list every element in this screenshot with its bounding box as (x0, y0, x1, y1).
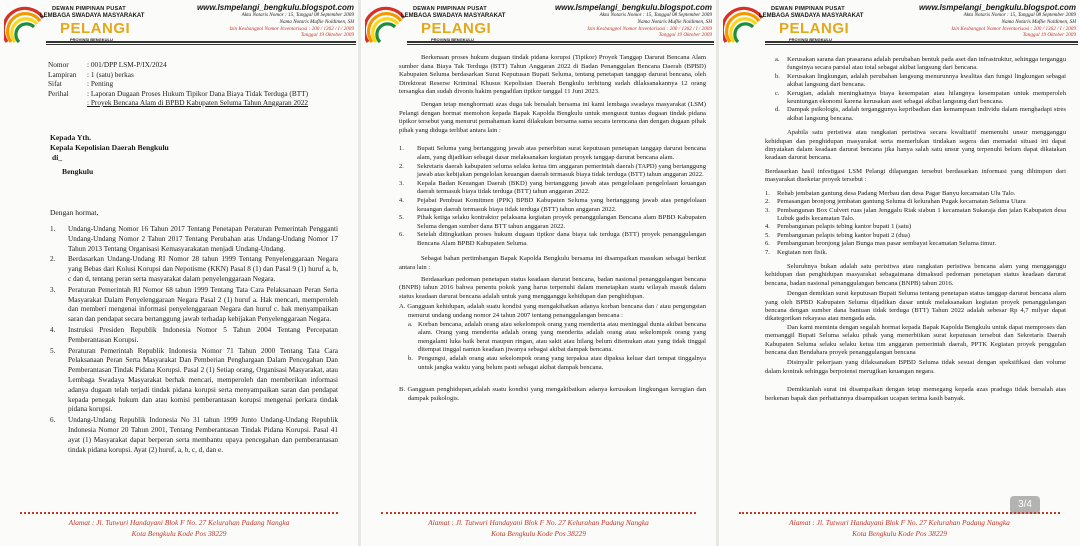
org-brand: PELANGI (421, 20, 492, 37)
org-line-1: DEWAN PIMPINAN PUSAT (52, 6, 126, 12)
page-3-body (765, 56, 1066, 403)
list-item: 1. Undang-Undang Nomor 16 Tahun 2017 Tentang Penetapan Peraturan Pemerintah Pengganti Undang-Undang Nomor 2 Tahun 2017 Tentang Perubahan atas Undang-Undang Nomor 17 Tahun 2013 Tentang Organisasi Kemasyarakatan menjadi Undang-Undang. (50, 225, 338, 253)
letterhead-rule (765, 41, 1078, 45)
list-item: 1. Bupati Seluma yang bertanggung jawab atas penerbitan surat keputusan penetapan tanggap darurat bencana alam, yang dijadikan sebagai dasar melaksanakan kegiatan proyek tanggap darurat bencana alam. (399, 145, 706, 161)
recipient-block: Kepada Yth. Kepala Kepolisian Daerah Bengkulu di_ Bengkulu (50, 133, 169, 176)
org-province: PROVINSI BENGKULU (789, 37, 832, 42)
sub-heading-a: A. Gangguan kehidupan, adalah suatu kondisi yang mengakibatkan adanya korban bencana dan / atau pengungsian menurut undang undang nomor 24 tahun 2007 tentang penanggulangan bencana : (399, 303, 706, 320)
letter-meta (48, 60, 353, 108)
sub-a-list (399, 321, 706, 373)
reg-line-4: Tanggal 19 Oktober 2009 (300, 32, 354, 38)
list-item: c. Kerugian, adalah meningkatnya biaya kesempatan atau hilangnya kesempatan untuk memperoleh keuntungan ekonomi karena kerusakan aset sebagai akibat langsung dari bencana. (775, 89, 1066, 106)
list-item: 5. Pembangunan pelapis tebing kantor bupati 2 (dua) (765, 231, 910, 239)
reg-line-1: Akta Notaris Nomor : 15, Tanggal 08 September 2009 (599, 12, 712, 18)
footer-city: Kota Bengkulu Kode Pos 38229 (852, 529, 947, 538)
org-line-2: LEMBAGA SWADAYA MASYARAKAT (401, 13, 506, 19)
list-item: b. Pengungsi, adalah orang atau sekelompok orang yang terpaksa atau dipaksa keluar dari tempat tinggalnya untuk jangka waktu yang belum pasti sebagai akibat dampak bencana. (408, 355, 706, 371)
letter-page-1 (0, 0, 358, 546)
letterhead (719, 0, 1080, 50)
org-line-1: DEWAN PIMPINAN PUSAT (771, 6, 845, 12)
reg-line-4: Tanggal 19 Oktober 2009 (658, 32, 712, 38)
reg-line-4: Tanggal 19 Oktober 2009 (1022, 32, 1076, 38)
footer-address: Alamat : Jl. Tutwuri Handayani Blok F No. 27 Kelurahan Padang Nangka (789, 518, 1010, 527)
meta-row: Perihal : Laporan Dugaan Proses Hukum Tipikor Dana Biaya Tidak Terduga (BTT) (48, 88, 309, 98)
footer (0, 512, 358, 546)
list-item: 1. Rehab jembatan gantung desa Padang Merbau dan desa Pagar Banyu kecamatan Ulu Talo. (765, 189, 1016, 197)
letter-page-3 (719, 0, 1080, 546)
paragraph: Berkenaan proses hukum dugaan tindak pidana korupsi (Tipikor) Proyek Tanggap Darurat Bencana Alam sumber dana Biaya Tak Terduga (BTT) Tahun Anggaran 2022 di Badan Penanggulan Bencana Daerah (BPBD) Kabupaten Seluma berdasarkan Surat Keputusan Bupati Seluma, tentang penetapan tanggap darurat bencana, oleh Direktorat Reserse Kriminal Khusus Kepolisian Daerah Bengkulu terhitung sudah dilaksanakannya 12 orang tersangka dan sudah divonis hakim pengadilan tipikor tanggal 11 Juni 2023. (399, 54, 706, 96)
org-brand: PELANGI (60, 20, 131, 37)
sub-heading-b: B. Gangguan penghidupan,adalah suatu kondisi yang mengakibatkan adanya kerusakan lingkungan kerugian dan dampak psikologis. (399, 386, 706, 402)
list-item: 2. Sekretaris daerah kabupaten seluma selaku ketua tim anggaran pemerintah daerah (TAPD) yang bertanggung jawab atas kebijakan pengelolan keuangan daerah termasuk biaya tidak terduga (BTT) tahun anggaran 2022. (399, 162, 706, 179)
footer-city: Kota Bengkulu Kode Pos 38229 (131, 529, 227, 538)
footer-rule (381, 512, 696, 514)
paragraph: Disinyalir pekerjaan yang dilaksanakan BPBD Seluma tidak sesuai dengan speksifikasi dan volume dalam kontrak sehingga berpotensi merugikan keuangan negara. (765, 359, 1066, 375)
paragraph: Sebagai bahan pertimbangan Bapak Kapolda Bengkulu bersama ini disampaikan masukan sebagai berikut antara lain : (399, 255, 706, 272)
org-province: PROVINSI BENGKULU (431, 37, 474, 42)
list-item: 5. Pihak ketiga selaku kontraktor pelaksana kegiatan proyek penanggulangan Bencana alam BPBD Kabupaten Seluma dengan sumber dana BTT tahun anggaran 2022. (399, 214, 706, 230)
paragraph: Dengan demikian surat keputusan Bupati Seluma tentang penetapan status tanggap darurat bencana alam yang oleh BPBD Kabupaten Seluma dijadikan dasar untuk melaksanakan kegiatan proyek penanggulangan bencana dengan sumber dana bantuan tidak terduga (BTT) Tahun 2022 adalah sebesar Rp 4,7 milyar dapat dikategorikan rekayasa atau mengada ada. (765, 290, 1066, 323)
list-item: a. Kerusakan sarana dan prasarana adalah perubahan bentuk pada aset dan infrastruktur, sehingga terganggu fungsinya secara parsial atau total sebagai akibat langsung dari bencana. (775, 56, 1066, 72)
org-line-2: LEMBAGA SWADAYA MASYARAKAT (759, 13, 864, 19)
legal-basis-list (50, 225, 338, 455)
reg-line-2: Nama Notaris Muflie Noldimen, SH (1001, 19, 1076, 25)
paragraph: Berdasarkan hasil infestigasi LSM Pelangi dilapangan tersebut berdasarkan informasi yang dihimpun dari masyarakat diseketar proyek tersebut : (765, 167, 1066, 184)
rainbow-logo-icon (4, 4, 46, 46)
meta-row: Lampiran : 1 (satu) berkas (48, 69, 134, 79)
org-line-2: LEMBAGA SWADAYA MASYARAKAT (40, 13, 145, 19)
page-indicator: 3/4 (1010, 496, 1040, 514)
website-link[interactable]: www.lsmpelangi_bengkulu.blogspot.com (196, 3, 354, 12)
list-item: 6. Setelah ditingkatkan proses hukum dugaan tipikor dana biaya tak terduga (BTT) proyek penanggulangan Bencana Alam BPBD Kabupaten Seluma. (399, 231, 706, 247)
website-link[interactable]: www.lsmpelangi_bengkulu.blogspot.com (918, 3, 1076, 12)
paragraph: Dengan tetap menghormati azas duga tak bersalah bersama ini kami lembaga swadaya masyarakat (LSM) Pelangi dengan hormat memohon kepada Bapak Kapolda Bengkulu untuk mengusut tuntas dugaan tindak pidana tipikor tersebut yang menurut pemahaman kami dilakukan bersama sama secara terencana dan dengan dugaan pihak pihak yang diduga terlibat antara lain : (399, 100, 706, 134)
paragraph: Berdasarkan pedoman penetapan status keadaan darurat bencana, badan nasional penanggulangan bencana (BNPB) tahun 2016 bahwa penentu pokok yang harus terpenuhi dalam menetapkan suatu wilayah masuk dalam status keadaan darurat bencana adalah untuk yang mengganggu kehidupan dan penghidupan. (399, 275, 706, 300)
website-link[interactable]: www.lsmpelangi_bengkulu.blogspot.com (554, 3, 712, 12)
list-item: 4. Instruksi Presiden Republik Indonesia Nomor 5 Tahun 2004 Tentang Percepatan Pemberantasan Korupsi. (50, 325, 338, 344)
list-item: 5. Peraturan Pemerintah Republik Indonesia Nomor 71 Tahun 2000 Tentang Tata Cara Pelaksanaan Peran Serta Masyarakat Dan Pemberian Penghargaan Dalam Pencegahan Dan Pemberantasan Tindak Pidana Korupsi. Pasal 2 (1) Setiap orang, Organisasi Masyarakat, atau Lembaga Swadaya Masyarakat berhak mencari, memperoleh dan memberikan informasi adanya dugaan telah terjadi tindak pidana korupsi serta menyampaikan saran dan pendapat kepada penegak hukum dan atau komisi pemberantasan korupsi mengenai perkara tindak pidana korupsi. (50, 346, 338, 414)
greeting: Dengan hormat, (50, 208, 99, 217)
reg-line-1: Akta Notaris Nomor : 15, Tanggal 08 September 2009 (963, 12, 1076, 18)
letterhead-rule (46, 41, 356, 45)
paragraph: Dan kami meminta dengan segalah hormat kepada Bapak Kapolda Bengkulu untuk dapat memproses dan memanggil Bupati Seluma selaku pihak yang menerbitkan surat keputusan tersebut dan Sekretaris Daerah Kabupaten Seluma selaku selaku ketua tim anggaran pemerintah daerah, PPTK Kegiatan proyek penggulan bencana dan Bendahara proyek penanggulangan bencana (765, 323, 1066, 356)
paragraph: Demikianlah surat ini disampaikan dengan tetap memegang kepada azas praduga tidak bersalah atas berkenan bapak dan perhatiannya disampaikan ucapan terima kasih banyak. (765, 386, 1066, 402)
perihal-line-2: : Proyek Bencana Alam di BPBD Kabupaten Seluma Tahun Anggaran 2022 (87, 98, 309, 107)
project-list (765, 190, 1066, 257)
reg-line-2: Nama Notaris Muflie Noldimen, SH (279, 19, 354, 25)
meta-row (48, 98, 353, 108)
footer-city: Kota Bengkulu Kode Pos 38229 (491, 529, 586, 538)
meta-row: Nomor : 001/DPP LSM-P/IX/2024 (48, 60, 167, 69)
list-item: 4. Pejabat Pembuat Komitmen (PPK) BPBD Kabupaten Seluma yang bertanggung jawab atas pengelolaan keuangan daerah termasuk biaya tidak terduga (BTT) tahun anggaran 2022. (399, 196, 706, 213)
meta-row: Sifat : Penting (48, 79, 114, 88)
suspects-list (399, 145, 706, 248)
reg-line-3: Izin Kesbangpol Nomor Inventarisasi : 200 / 1362 / I / 2009 (229, 26, 354, 32)
org-line-1: DEWAN PIMPINAN PUSAT (413, 6, 487, 12)
list-item: 4. Pembangunan pelapis tebing kantor bupati 1 (satu) (765, 223, 912, 231)
list-item: 3. Kepala Badan Keuangan Daerah (BKD) yang bertanggung jawab atas pengelolaan pengelolaan keuangan daerah termasuk biaya tidak terduga (BTT) tahun anggaran 2022. (399, 179, 706, 196)
paragraph: Apabila satu peristiwa atau rangkaian peristiwa secara kwalitatif memenuhi unsur mengganggu kehidupan dan penghidupan masyarakat serta memerlukan tindakan segera dan memadai situasi ini dapat dinyatakan dalam keadaan darurat bencana jika hanya salah satu unsur yang terpenuhi belum dapat dikatakan keadaan darurat bencana. (765, 129, 1066, 162)
letterhead (361, 0, 716, 50)
footer-rule (20, 512, 338, 514)
list-item: d. Dampak psikologis, adalah terganggunya kepribadian dan kemampuan individu dalam menghadapi stres akibat langsung bencana. (775, 106, 1066, 122)
list-item: 2. Berdasarkan Undang-Undang RI Nomor 28 tahun 1999 Tentang Penyelenggaraan Negara yang Bebas dari Kolusi Korupsi dan Nepotisme (KKN) Pasal 8 (1) dan Pasal 9 (1) huruf a, b, c dan d, tentang peran serta masyarakat dalam penyelenggaraan Negara. (50, 255, 338, 283)
reg-line-3: Izin Kesbangpol Nomor Inventarisasi : 200 / 1362 / I / 2009 (951, 26, 1076, 32)
paragraph: Seluruhnya bukan adalah satu peristiwa atau rangkaian peristiwa bencana alam yang mengganggu kehidupan dan penghidupan masyarakat sebagaimana dimaksud pedoman penetapan status keadaan darurat bencana, badan nasional penanggulangan bencana (BNPB) tahun 2016. (765, 262, 1066, 287)
list-item: a. Korban bencana, adalah orang atau sekelompok orang yang menderita atau meninggal dunia akibat bencana alam. Orang yang menderita adalah orang yang menderita adalah orang atau sekelompok orang yang mengalami luka baik berat maupun ringan, atau sakit atau hilang belum ditemukan atau yang tidak tinggal ditempat tinggal namun keadaan jiwanya sebagai akibat dampak bencana. (408, 320, 706, 354)
rainbow-logo-icon (365, 4, 407, 46)
page-2-body (399, 54, 706, 403)
footer (361, 512, 716, 546)
letterhead (0, 0, 358, 50)
list-item: 7. Kegiatan non fisik. (765, 248, 828, 256)
org-brand: PELANGI (779, 20, 850, 37)
footer-address: Alamat : Jl. Tutwuri Handayani Blok F No. 27 Kelurahan Padang Nangka (68, 518, 290, 527)
list-item: 3. Pembangunan Box Culvert ruas jalan Jenggalu Riak siabun 1 kecamatan Sukaraja dan jalan Kabupaten desa Lubuk gadis kecamatan Talo. (765, 206, 1066, 222)
list-item: b. Kerusakan lingkungan, adalah perubahan langsung menurunnya kwalitas dan fungsi lingkungan sebagai akibat langsung dari bencana. (775, 72, 1066, 89)
footer-address: Alamat : Jl. Tutwuri Handayani Blok F No. 27 Kelurahan Padang Nangka (428, 518, 649, 527)
letter-page-2 (361, 0, 716, 546)
reg-line-1: Akta Notaris Nomor : 15, Tanggal 08 September 2009 (241, 12, 354, 18)
list-item: 6. Pembangunan bronjong jalan Bunga mas pasar sembayat kecamatan Seluma timur. (765, 240, 997, 248)
impact-list (765, 56, 1066, 123)
list-item: 3. Peraturan Pemerintah RI Nomor 68 tahun 1999 Tentang Tata Cara Pelaksanaan Peran Serta Masyarakat Dalam Penyelenggaraan Negara Pasal 2 (1) huruf a. Hak mencari, memperoleh dan memberi mengenai informasi penyelenggaraan Negara dan huruf c. hak menyampaikan saran dan pendapat secara bertanggung jawab terhadap kebijakan Penyelenggaraan Negara. (50, 285, 338, 324)
list-item: 2. Pemasangan bronjong jembatan gantung Seluma di kelurahan Pugak kecamatan Seluma Utara (765, 198, 1026, 206)
reg-line-2: Nama Notaris Muflie Noldimen, SH (637, 19, 712, 25)
org-province: PROVINSI BENGKULU (70, 37, 113, 42)
footer (719, 512, 1080, 546)
rainbow-logo-icon (723, 4, 765, 46)
list-item: 6. Undang-Undang Republik Indonesia No 31 tahun 1999 Junto Undang-Undang Republik Indonesia Nomor 20 Tahun 2001, Tentang Pemberantasan Tindak Pidana Korupsi. Pasal 41 ayat (1) Masyarakat dapat berperan serta membantu upaya pencegahan dan pemberantasan tindak pidana korupsi. Ayat (2) huruf, a, b, c, d, dan e. (50, 416, 338, 454)
reg-line-3: Izin Kesbangpol Nomor Inventarisasi : 200 / 1362 / I / 2009 (587, 26, 712, 32)
letterhead-rule (407, 41, 714, 45)
footer-rule (739, 512, 1060, 514)
